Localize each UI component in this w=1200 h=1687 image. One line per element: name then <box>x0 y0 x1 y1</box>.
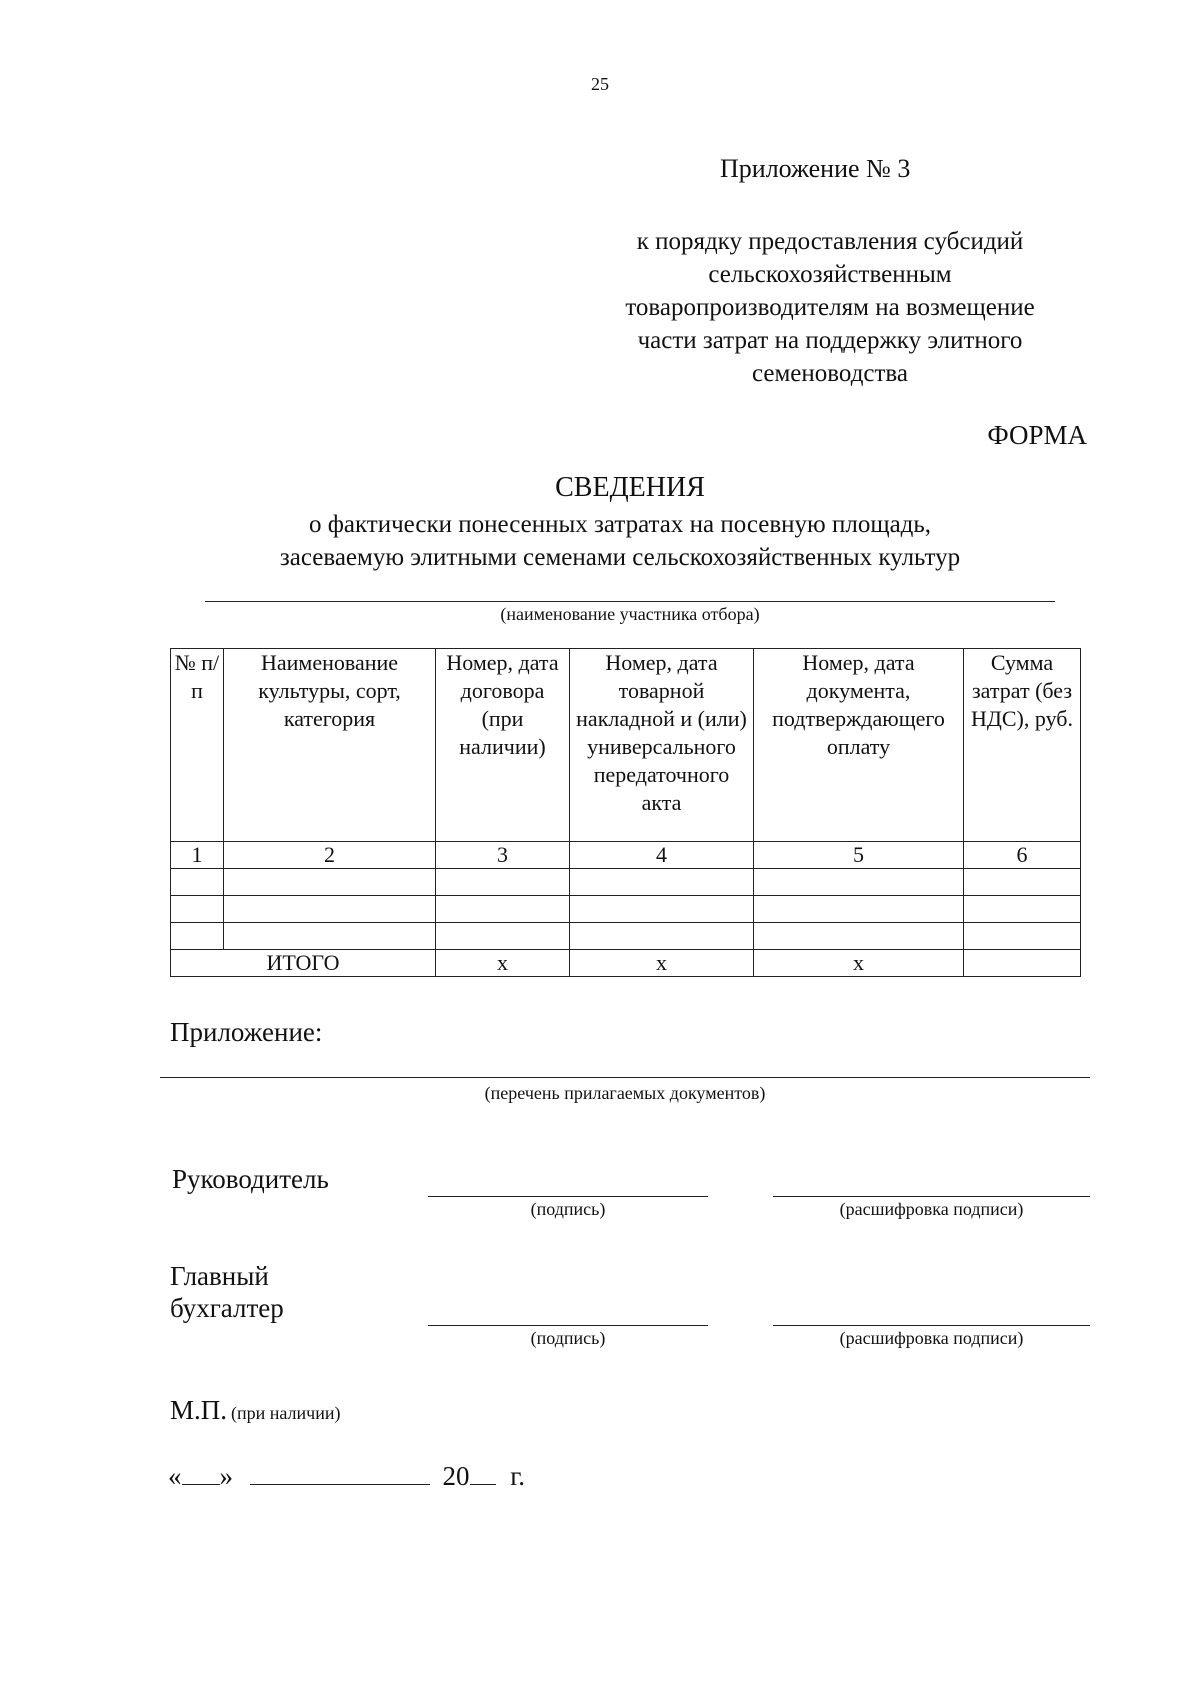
table-cell[interactable] <box>754 923 964 950</box>
costs-table <box>170 648 1081 977</box>
appendix-desc-line: сельскохозяйственным <box>708 261 952 288</box>
table-cell[interactable] <box>171 923 224 950</box>
accountant-role-label <box>170 1260 284 1324</box>
table-cell[interactable] <box>171 869 224 896</box>
appendix-description <box>575 225 1085 390</box>
col-header-number: № п/п <box>171 649 224 842</box>
column-number: 2 <box>224 842 436 869</box>
year-blank[interactable] <box>470 1460 496 1485</box>
table-cell[interactable] <box>224 869 436 896</box>
col-header-invoice: Номер, дата товарной накладной и (или) универсального передаточного акта <box>570 649 754 842</box>
appendix-desc-line: товаропроизводителям на возмещение <box>625 294 1035 321</box>
column-number: 3 <box>436 842 570 869</box>
year-suffix: г. <box>510 1461 526 1491</box>
form-label: ФОРМА <box>987 420 1087 450</box>
total-cell: х <box>754 950 964 977</box>
accountant-decoding-line[interactable] <box>773 1325 1090 1326</box>
column-numbers-row <box>171 842 1081 869</box>
attachments-caption: (перечень прилагаемых документов) <box>484 1083 766 1103</box>
table-cell[interactable] <box>964 869 1081 896</box>
table-cell[interactable] <box>171 896 224 923</box>
column-number: 6 <box>964 842 1081 869</box>
attachments-line[interactable] <box>160 1077 1090 1078</box>
table-cell[interactable] <box>570 896 754 923</box>
table-row <box>171 923 1081 950</box>
total-cell: х <box>436 950 570 977</box>
column-number: 4 <box>570 842 754 869</box>
accountant-signature-caption: (подпись) <box>530 1328 606 1348</box>
col-header-payment-doc: Номер, дата документа, подтверждающего оплату <box>754 649 964 842</box>
participant-name-line[interactable] <box>205 601 1055 602</box>
col-header-amount: Сумма затрат (без НДС), руб. <box>964 649 1081 842</box>
table-cell[interactable] <box>570 869 754 896</box>
table-cell[interactable] <box>964 923 1081 950</box>
table-row <box>171 896 1081 923</box>
table-cell[interactable] <box>436 869 570 896</box>
total-row <box>171 950 1081 977</box>
table-header-row <box>171 649 1081 842</box>
column-number: 5 <box>754 842 964 869</box>
month-blank[interactable] <box>250 1460 430 1485</box>
date-close-quote: » <box>219 1461 233 1491</box>
attachments-label: Приложение: <box>170 1017 323 1047</box>
total-cell: х <box>570 950 754 977</box>
appendix-title: Приложение № 3 <box>720 154 911 183</box>
table-cell[interactable] <box>436 896 570 923</box>
col-header-crop: Наименование культуры, сорт, категория <box>224 649 436 842</box>
appendix-desc-line: части затрат на поддержку элитного <box>637 327 1023 354</box>
table-cell[interactable] <box>964 896 1081 923</box>
page-number: 25 <box>591 74 609 94</box>
date-line <box>168 1460 525 1492</box>
appendix-desc-line: к порядку предоставления субсидий <box>636 228 1024 255</box>
table-cell[interactable] <box>436 923 570 950</box>
seal-note: (при наличии) <box>231 1403 341 1423</box>
participant-caption: (наименование участника отбора) <box>500 604 760 624</box>
table-row <box>171 869 1081 896</box>
accountant-signature-line[interactable] <box>428 1325 708 1326</box>
seal-label: М.П. <box>170 1395 228 1425</box>
accountant-role-line: бухгалтер <box>170 1293 284 1323</box>
table-cell[interactable] <box>754 869 964 896</box>
head-decoding-line[interactable] <box>773 1196 1090 1197</box>
head-decoding-caption: (расшифровка подписи) <box>839 1199 1024 1219</box>
appendix-desc-line: семеноводства <box>751 360 909 387</box>
day-blank[interactable] <box>182 1460 220 1485</box>
total-label: ИТОГО <box>171 950 436 977</box>
total-amount-cell[interactable] <box>964 950 1081 977</box>
subtitle-line: о фактически понесенных затратах на посевную площадь, <box>308 511 932 538</box>
table-cell[interactable] <box>754 896 964 923</box>
head-role-label: Руководитель <box>172 1164 329 1194</box>
accountant-role-line: Главный <box>170 1261 269 1291</box>
document-title: СВЕДЕНИЯ <box>555 472 705 503</box>
head-signature-line[interactable] <box>428 1196 708 1197</box>
table-cell[interactable] <box>224 923 436 950</box>
col-header-contract: Номер, дата договора (при наличии) <box>436 649 570 842</box>
table-cell[interactable] <box>224 896 436 923</box>
column-number: 1 <box>171 842 224 869</box>
subtitle-line: засеваемую элитными семенами сельскохозяйственных культур <box>279 544 961 571</box>
year-prefix: 20 <box>442 1461 470 1491</box>
head-signature-caption: (подпись) <box>530 1199 606 1219</box>
table-cell[interactable] <box>570 923 754 950</box>
accountant-decoding-caption: (расшифровка подписи) <box>839 1328 1024 1348</box>
seal-block <box>170 1395 340 1426</box>
document-subtitle <box>220 508 1020 574</box>
date-open-quote: « <box>168 1461 182 1491</box>
